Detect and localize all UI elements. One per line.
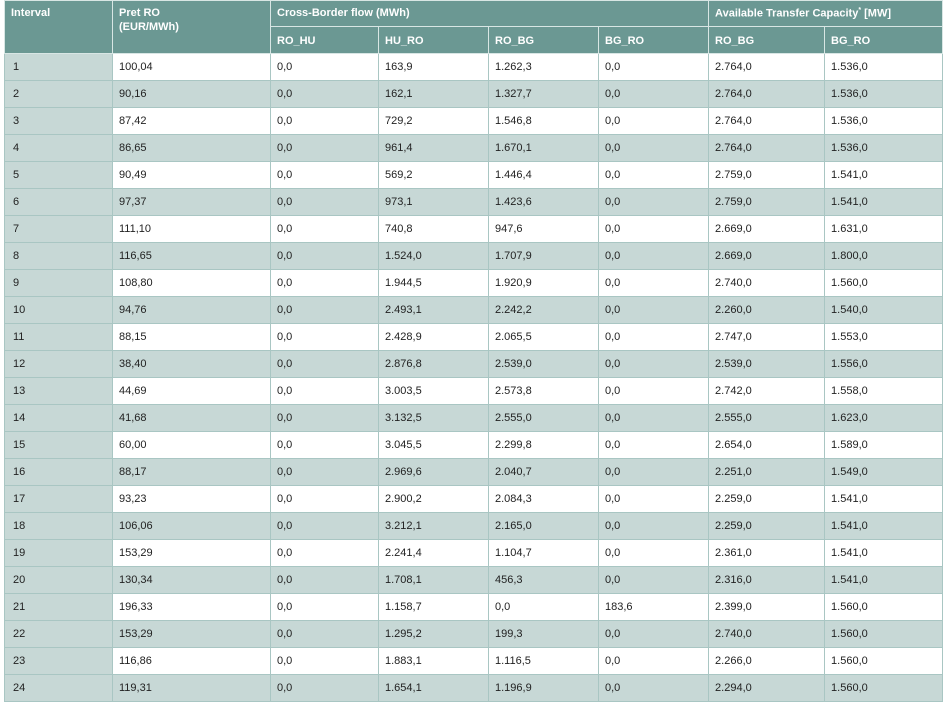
cell-flow-hu-ro: 1.944,5 bbox=[379, 270, 489, 297]
cell-flow-hu-ro: 729,2 bbox=[379, 108, 489, 135]
header-atc-group bbox=[709, 1, 943, 27]
table-row bbox=[5, 513, 943, 540]
cell-flow-ro-hu: 0,0 bbox=[271, 54, 379, 81]
cell-interval: 15 bbox=[5, 432, 113, 459]
cell-flow-ro-hu: 0,0 bbox=[271, 648, 379, 675]
cell-flow-ro-bg: 2.242,2 bbox=[489, 297, 599, 324]
table-row bbox=[5, 648, 943, 675]
cell-atc-bg-ro: 1.589,0 bbox=[825, 432, 943, 459]
cell-flow-hu-ro: 3.132,5 bbox=[379, 405, 489, 432]
cell-atc-ro-bg: 2.361,0 bbox=[709, 540, 825, 567]
cell-atc-bg-ro: 1.549,0 bbox=[825, 459, 943, 486]
cell-flow-ro-hu: 0,0 bbox=[271, 486, 379, 513]
cell-interval: 3 bbox=[5, 108, 113, 135]
cell-flow-ro-bg: 456,3 bbox=[489, 567, 599, 594]
cell-interval: 17 bbox=[5, 486, 113, 513]
cell-interval: 10 bbox=[5, 297, 113, 324]
cell-interval: 7 bbox=[5, 216, 113, 243]
cell-atc-ro-bg: 2.266,0 bbox=[709, 648, 825, 675]
table-row bbox=[5, 324, 943, 351]
cell-flow-hu-ro: 569,2 bbox=[379, 162, 489, 189]
cell-price-ro: 88,17 bbox=[113, 459, 271, 486]
cell-price-ro: 111,10 bbox=[113, 216, 271, 243]
cell-atc-ro-bg: 2.740,0 bbox=[709, 621, 825, 648]
cell-atc-ro-bg: 2.654,0 bbox=[709, 432, 825, 459]
cell-flow-bg-ro: 0,0 bbox=[599, 216, 709, 243]
cell-flow-ro-hu: 0,0 bbox=[271, 270, 379, 297]
cell-price-ro: 41,68 bbox=[113, 405, 271, 432]
cell-interval: 18 bbox=[5, 513, 113, 540]
cell-flow-bg-ro: 0,0 bbox=[599, 378, 709, 405]
cell-atc-bg-ro: 1.556,0 bbox=[825, 351, 943, 378]
table-row bbox=[5, 81, 943, 108]
cell-flow-bg-ro: 0,0 bbox=[599, 459, 709, 486]
cell-price-ro: 97,37 bbox=[113, 189, 271, 216]
cell-flow-hu-ro: 3.003,5 bbox=[379, 378, 489, 405]
cell-flow-ro-bg: 0,0 bbox=[489, 594, 599, 621]
cell-flow-hu-ro: 1.524,0 bbox=[379, 243, 489, 270]
cell-interval: 6 bbox=[5, 189, 113, 216]
table-row bbox=[5, 540, 943, 567]
table-row bbox=[5, 675, 943, 702]
cell-flow-ro-bg: 1.262,3 bbox=[489, 54, 599, 81]
cell-price-ro: 119,31 bbox=[113, 675, 271, 702]
cell-atc-bg-ro: 1.560,0 bbox=[825, 675, 943, 702]
cell-flow-hu-ro: 1.654,1 bbox=[379, 675, 489, 702]
cell-flow-ro-hu: 0,0 bbox=[271, 81, 379, 108]
cell-price-ro: 87,42 bbox=[113, 108, 271, 135]
cell-interval: 8 bbox=[5, 243, 113, 270]
cell-flow-bg-ro: 0,0 bbox=[599, 270, 709, 297]
header-price-unit: (EUR/MWh) bbox=[119, 21, 179, 33]
cell-atc-bg-ro: 1.536,0 bbox=[825, 54, 943, 81]
cell-flow-bg-ro: 0,0 bbox=[599, 297, 709, 324]
cell-flow-ro-bg: 2.165,0 bbox=[489, 513, 599, 540]
cell-atc-bg-ro: 1.800,0 bbox=[825, 243, 943, 270]
cell-price-ro: 44,69 bbox=[113, 378, 271, 405]
cell-interval: 13 bbox=[5, 378, 113, 405]
cell-atc-ro-bg: 2.759,0 bbox=[709, 162, 825, 189]
header-flow-group: Cross-Border flow (MWh) bbox=[271, 1, 709, 27]
cell-atc-bg-ro: 1.541,0 bbox=[825, 540, 943, 567]
cell-flow-bg-ro: 0,0 bbox=[599, 486, 709, 513]
cell-atc-ro-bg: 2.669,0 bbox=[709, 216, 825, 243]
header-interval: Interval bbox=[5, 1, 113, 54]
cell-price-ro: 90,16 bbox=[113, 81, 271, 108]
cell-flow-ro-hu: 0,0 bbox=[271, 567, 379, 594]
cell-price-ro: 90,49 bbox=[113, 162, 271, 189]
cell-interval: 24 bbox=[5, 675, 113, 702]
cell-atc-ro-bg: 2.539,0 bbox=[709, 351, 825, 378]
table-row bbox=[5, 486, 943, 513]
cell-flow-ro-bg: 1.116,5 bbox=[489, 648, 599, 675]
header-price bbox=[113, 1, 271, 54]
cell-atc-ro-bg: 2.742,0 bbox=[709, 378, 825, 405]
cell-flow-ro-hu: 0,0 bbox=[271, 513, 379, 540]
cell-atc-ro-bg: 2.316,0 bbox=[709, 567, 825, 594]
cell-flow-ro-hu: 0,0 bbox=[271, 459, 379, 486]
cell-atc-ro-bg: 2.555,0 bbox=[709, 405, 825, 432]
cell-flow-ro-hu: 0,0 bbox=[271, 324, 379, 351]
cell-atc-ro-bg: 2.259,0 bbox=[709, 486, 825, 513]
cell-price-ro: 106,06 bbox=[113, 513, 271, 540]
cell-price-ro: 94,76 bbox=[113, 297, 271, 324]
cell-flow-ro-bg: 2.299,8 bbox=[489, 432, 599, 459]
cell-atc-bg-ro: 1.560,0 bbox=[825, 594, 943, 621]
table-row bbox=[5, 135, 943, 162]
cell-atc-ro-bg: 2.747,0 bbox=[709, 324, 825, 351]
cell-interval: 22 bbox=[5, 621, 113, 648]
cell-flow-bg-ro: 0,0 bbox=[599, 135, 709, 162]
table-row bbox=[5, 54, 943, 81]
cell-flow-ro-hu: 0,0 bbox=[271, 540, 379, 567]
cell-atc-bg-ro: 1.536,0 bbox=[825, 81, 943, 108]
cell-atc-ro-bg: 2.669,0 bbox=[709, 243, 825, 270]
cell-flow-ro-hu: 0,0 bbox=[271, 297, 379, 324]
cell-atc-bg-ro: 1.560,0 bbox=[825, 648, 943, 675]
table-row bbox=[5, 621, 943, 648]
table-row bbox=[5, 378, 943, 405]
cell-flow-ro-hu: 0,0 bbox=[271, 621, 379, 648]
table-row bbox=[5, 459, 943, 486]
cell-flow-bg-ro: 0,0 bbox=[599, 648, 709, 675]
cell-flow-hu-ro: 2.493,1 bbox=[379, 297, 489, 324]
cell-flow-ro-hu: 0,0 bbox=[271, 189, 379, 216]
cell-flow-bg-ro: 0,0 bbox=[599, 675, 709, 702]
cell-flow-ro-bg: 947,6 bbox=[489, 216, 599, 243]
cell-flow-ro-bg: 1.423,6 bbox=[489, 189, 599, 216]
cell-flow-bg-ro: 183,6 bbox=[599, 594, 709, 621]
cell-flow-bg-ro: 0,0 bbox=[599, 540, 709, 567]
cell-price-ro: 38,40 bbox=[113, 351, 271, 378]
cell-flow-bg-ro: 0,0 bbox=[599, 351, 709, 378]
cell-interval: 12 bbox=[5, 351, 113, 378]
cell-atc-bg-ro: 1.541,0 bbox=[825, 189, 943, 216]
cell-flow-ro-bg: 1.670,1 bbox=[489, 135, 599, 162]
cell-flow-ro-bg: 1.920,9 bbox=[489, 270, 599, 297]
market-data-table bbox=[4, 0, 943, 702]
header-atc-unit: [MW] bbox=[864, 7, 891, 20]
cell-flow-hu-ro: 3.045,5 bbox=[379, 432, 489, 459]
cell-interval: 9 bbox=[5, 270, 113, 297]
cell-atc-ro-bg: 2.740,0 bbox=[709, 270, 825, 297]
cell-atc-bg-ro: 1.541,0 bbox=[825, 513, 943, 540]
cell-flow-hu-ro: 2.876,8 bbox=[379, 351, 489, 378]
cell-interval: 1 bbox=[5, 54, 113, 81]
cell-atc-bg-ro: 1.536,0 bbox=[825, 108, 943, 135]
cell-atc-ro-bg: 2.759,0 bbox=[709, 189, 825, 216]
cell-flow-ro-bg: 2.040,7 bbox=[489, 459, 599, 486]
header-flow-ro-hu: RO_HU bbox=[271, 27, 379, 54]
cell-price-ro: 88,15 bbox=[113, 324, 271, 351]
cell-interval: 16 bbox=[5, 459, 113, 486]
cell-flow-ro-bg: 1.327,7 bbox=[489, 81, 599, 108]
table-row bbox=[5, 432, 943, 459]
cell-flow-bg-ro: 0,0 bbox=[599, 432, 709, 459]
table-row bbox=[5, 162, 943, 189]
cell-flow-bg-ro: 0,0 bbox=[599, 621, 709, 648]
cell-flow-bg-ro: 0,0 bbox=[599, 108, 709, 135]
cell-interval: 11 bbox=[5, 324, 113, 351]
table-row bbox=[5, 189, 943, 216]
cell-flow-ro-hu: 0,0 bbox=[271, 243, 379, 270]
cell-flow-hu-ro: 2.969,6 bbox=[379, 459, 489, 486]
cell-flow-ro-bg: 2.539,0 bbox=[489, 351, 599, 378]
table-row bbox=[5, 270, 943, 297]
cell-flow-ro-bg: 1.196,9 bbox=[489, 675, 599, 702]
cell-interval: 4 bbox=[5, 135, 113, 162]
cell-flow-ro-hu: 0,0 bbox=[271, 432, 379, 459]
cell-flow-hu-ro: 162,1 bbox=[379, 81, 489, 108]
cell-atc-ro-bg: 2.764,0 bbox=[709, 81, 825, 108]
cell-flow-bg-ro: 0,0 bbox=[599, 54, 709, 81]
cell-atc-bg-ro: 1.560,0 bbox=[825, 270, 943, 297]
cell-flow-bg-ro: 0,0 bbox=[599, 513, 709, 540]
cell-atc-bg-ro: 1.536,0 bbox=[825, 135, 943, 162]
cell-flow-ro-bg: 2.065,5 bbox=[489, 324, 599, 351]
cell-price-ro: 60,00 bbox=[113, 432, 271, 459]
table-row bbox=[5, 297, 943, 324]
header-price-label: Pret RO bbox=[119, 7, 160, 19]
cell-flow-hu-ro: 2.428,9 bbox=[379, 324, 489, 351]
cell-price-ro: 130,34 bbox=[113, 567, 271, 594]
cell-flow-hu-ro: 163,9 bbox=[379, 54, 489, 81]
cell-flow-ro-bg: 1.104,7 bbox=[489, 540, 599, 567]
cell-flow-hu-ro: 1.708,1 bbox=[379, 567, 489, 594]
cell-price-ro: 153,29 bbox=[113, 621, 271, 648]
cell-atc-ro-bg: 2.251,0 bbox=[709, 459, 825, 486]
cell-flow-ro-bg: 1.546,8 bbox=[489, 108, 599, 135]
cell-atc-bg-ro: 1.623,0 bbox=[825, 405, 943, 432]
table-row bbox=[5, 108, 943, 135]
header-atc-ro-bg: RO_BG bbox=[709, 27, 825, 54]
cell-flow-ro-hu: 0,0 bbox=[271, 162, 379, 189]
cell-atc-bg-ro: 1.541,0 bbox=[825, 162, 943, 189]
cell-atc-bg-ro: 1.541,0 bbox=[825, 567, 943, 594]
cell-atc-bg-ro: 1.553,0 bbox=[825, 324, 943, 351]
cell-price-ro: 93,23 bbox=[113, 486, 271, 513]
cell-price-ro: 116,65 bbox=[113, 243, 271, 270]
header-atc-bg-ro: BG_RO bbox=[825, 27, 943, 54]
cell-atc-bg-ro: 1.558,0 bbox=[825, 378, 943, 405]
cell-price-ro: 196,33 bbox=[113, 594, 271, 621]
cell-atc-ro-bg: 2.764,0 bbox=[709, 108, 825, 135]
cell-flow-ro-hu: 0,0 bbox=[271, 135, 379, 162]
cell-flow-hu-ro: 2.241,4 bbox=[379, 540, 489, 567]
cell-flow-ro-bg: 2.555,0 bbox=[489, 405, 599, 432]
cell-atc-ro-bg: 2.764,0 bbox=[709, 135, 825, 162]
header-atc-footnote-mark: * bbox=[858, 7, 862, 14]
header-flow-bg-ro: BG_RO bbox=[599, 27, 709, 54]
cell-flow-hu-ro: 1.158,7 bbox=[379, 594, 489, 621]
cell-flow-bg-ro: 0,0 bbox=[599, 189, 709, 216]
table-row bbox=[5, 594, 943, 621]
cell-price-ro: 153,29 bbox=[113, 540, 271, 567]
cell-interval: 14 bbox=[5, 405, 113, 432]
cell-flow-ro-hu: 0,0 bbox=[271, 108, 379, 135]
table-row bbox=[5, 243, 943, 270]
cell-flow-ro-bg: 1.707,9 bbox=[489, 243, 599, 270]
cell-atc-ro-bg: 2.399,0 bbox=[709, 594, 825, 621]
table-row bbox=[5, 351, 943, 378]
cell-flow-ro-bg: 199,3 bbox=[489, 621, 599, 648]
cell-flow-bg-ro: 0,0 bbox=[599, 243, 709, 270]
cell-interval: 2 bbox=[5, 81, 113, 108]
cell-atc-ro-bg: 2.259,0 bbox=[709, 513, 825, 540]
cell-price-ro: 86,65 bbox=[113, 135, 271, 162]
cell-atc-ro-bg: 2.294,0 bbox=[709, 675, 825, 702]
cell-price-ro: 116,86 bbox=[113, 648, 271, 675]
cell-flow-bg-ro: 0,0 bbox=[599, 567, 709, 594]
cell-atc-bg-ro: 1.560,0 bbox=[825, 621, 943, 648]
cell-flow-ro-hu: 0,0 bbox=[271, 675, 379, 702]
cell-flow-hu-ro: 3.212,1 bbox=[379, 513, 489, 540]
cell-flow-hu-ro: 973,1 bbox=[379, 189, 489, 216]
cell-flow-ro-hu: 0,0 bbox=[271, 405, 379, 432]
cell-flow-bg-ro: 0,0 bbox=[599, 324, 709, 351]
table-row bbox=[5, 216, 943, 243]
cell-flow-bg-ro: 0,0 bbox=[599, 405, 709, 432]
cell-atc-bg-ro: 1.631,0 bbox=[825, 216, 943, 243]
cell-flow-hu-ro: 961,4 bbox=[379, 135, 489, 162]
cell-flow-ro-hu: 0,0 bbox=[271, 378, 379, 405]
cell-interval: 19 bbox=[5, 540, 113, 567]
header-atc-label: Available Transfer Capacity bbox=[715, 7, 859, 20]
cell-atc-ro-bg: 2.764,0 bbox=[709, 54, 825, 81]
header-flow-ro-bg: RO_BG bbox=[489, 27, 599, 54]
cell-interval: 20 bbox=[5, 567, 113, 594]
header-flow-hu-ro: HU_RO bbox=[379, 27, 489, 54]
cell-atc-bg-ro: 1.541,0 bbox=[825, 486, 943, 513]
cell-flow-ro-hu: 0,0 bbox=[271, 216, 379, 243]
cell-flow-hu-ro: 740,8 bbox=[379, 216, 489, 243]
table-row bbox=[5, 405, 943, 432]
cell-price-ro: 108,80 bbox=[113, 270, 271, 297]
cell-flow-ro-bg: 1.446,4 bbox=[489, 162, 599, 189]
cell-flow-bg-ro: 0,0 bbox=[599, 162, 709, 189]
cell-flow-hu-ro: 1.883,1 bbox=[379, 648, 489, 675]
cell-flow-ro-hu: 0,0 bbox=[271, 351, 379, 378]
cell-interval: 5 bbox=[5, 162, 113, 189]
header-row-top bbox=[5, 1, 943, 27]
cell-flow-bg-ro: 0,0 bbox=[599, 81, 709, 108]
cell-atc-ro-bg: 2.260,0 bbox=[709, 297, 825, 324]
cell-price-ro: 100,04 bbox=[113, 54, 271, 81]
table-row bbox=[5, 567, 943, 594]
cell-flow-hu-ro: 2.900,2 bbox=[379, 486, 489, 513]
cell-interval: 21 bbox=[5, 594, 113, 621]
table-body bbox=[5, 54, 943, 702]
cell-flow-ro-hu: 0,0 bbox=[271, 594, 379, 621]
cell-flow-ro-bg: 2.573,8 bbox=[489, 378, 599, 405]
cell-flow-ro-bg: 2.084,3 bbox=[489, 486, 599, 513]
cell-atc-bg-ro: 1.540,0 bbox=[825, 297, 943, 324]
cell-flow-hu-ro: 1.295,2 bbox=[379, 621, 489, 648]
cell-interval: 23 bbox=[5, 648, 113, 675]
